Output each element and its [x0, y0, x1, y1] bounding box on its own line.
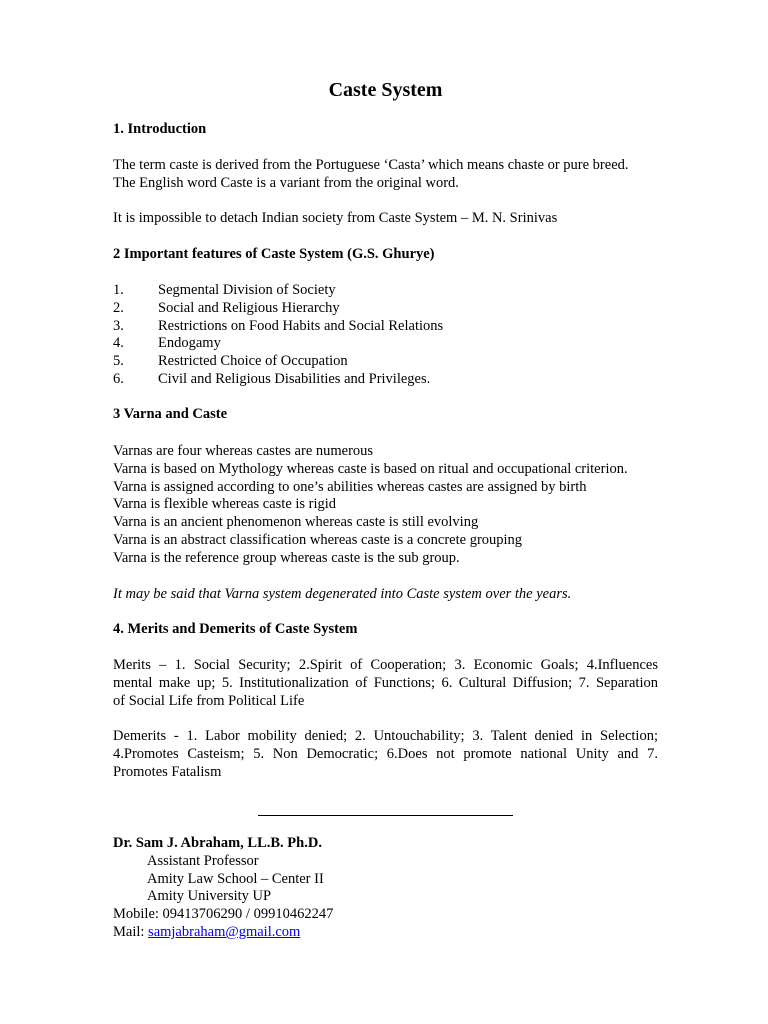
conclusion-line: It may be said that Varna system degenerated into Caste system over the years. [113, 586, 572, 602]
author-university: Amity University UP [147, 888, 272, 905]
intro-line: The English word Caste is a variant from the original word. [113, 174, 459, 191]
section-heading-introduction: 1. Introduction [113, 121, 207, 137]
intro-line: The term caste is derived from the Portuguese ‘Casta’ which means chaste or pure breed. [113, 157, 629, 173]
section-heading-varna: 3 Varna and Caste [113, 406, 228, 422]
comparison-line: Varna is based on Mythology whereas caste is based on ritual and occupational criterion. [113, 460, 628, 477]
author-signature-block [113, 835, 658, 942]
author-name: Dr. Sam J. Abraham, LL.B. Ph.D. [113, 835, 322, 851]
author-school: Amity Law School – Center II [147, 870, 324, 887]
list-text: Restricted Choice of Occupation [158, 353, 348, 370]
merits-paragraph [113, 657, 658, 710]
merits-line: Merits – 1. Social Security; 2.Spirit of Cooperation; 3. Economic Goals; 4.Influences [113, 657, 658, 673]
email-link[interactable]: samjabraham@gmail.com [148, 923, 301, 940]
section-heading-features: 2 Important features of Caste System (G.S. Ghurye) [113, 246, 435, 262]
list-number: 3. [113, 317, 124, 334]
intro-paragraph [113, 157, 658, 193]
demerits-line: Promotes Fatalism [113, 763, 222, 780]
list-item [113, 318, 658, 336]
list-number: 1. [113, 282, 124, 298]
mail-label: Mail: [113, 923, 149, 940]
demerits-paragraph [113, 728, 658, 781]
list-number: 4. [113, 335, 124, 352]
comparison-line: Varna is an ancient phenomenon whereas caste is still evolving [113, 514, 479, 531]
quote-line: It is impossible to detach Indian society from Caste System – M. N. Srinivas [113, 210, 558, 226]
comparison-line: Varna is assigned according to one’s abilities whereas castes are assigned by birth [113, 478, 587, 495]
page-title: Caste System [328, 79, 443, 101]
section-heading-merits: 4. Merits and Demerits of Caste System [113, 621, 358, 637]
list-item [113, 335, 658, 353]
list-item [113, 300, 658, 318]
demerits-line: Demerits - 1. Labor mobility denied; 2. Untouchability; 3. Talent denied in Selection; [113, 728, 658, 744]
author-mail [113, 924, 658, 942]
list-text: Civil and Religious Disabilities and Privileges. [158, 370, 431, 387]
list-item [113, 371, 658, 389]
varna-conclusion [113, 586, 658, 604]
features-list [113, 282, 658, 389]
list-text: Restrictions on Food Habits and Social Relations [158, 317, 444, 334]
demerits-line: 4.Promotes Casteism; 5. Non Democratic; 6.Does not promote national Unity and 7. [113, 745, 658, 762]
list-text: Segmental Division of Society [158, 282, 336, 298]
author-mobile: Mobile: 09413706290 / 09910462247 [113, 906, 334, 923]
comparison-line: Varna is an abstract classification whereas caste is a concrete grouping [113, 531, 523, 548]
list-item [113, 353, 658, 371]
varna-comparison [113, 443, 658, 568]
merits-line: mental make up; 5. Institutionalization of Functions; 6. Cultural Diffusion; 7. Separation [113, 674, 658, 691]
list-number: 6. [113, 370, 124, 387]
list-text: Endogamy [158, 335, 221, 352]
list-text: Social and Religious Hierarchy [158, 299, 340, 316]
merits-line: of Social Life from Political Life [113, 692, 305, 709]
list-number: 2. [113, 299, 124, 316]
list-number: 5. [113, 353, 124, 370]
horizontal-divider [258, 815, 513, 816]
comparison-line: Varna is the reference group whereas caste is the sub group. [113, 549, 460, 566]
comparison-line: Varna is flexible whereas caste is rigid [113, 496, 337, 513]
author-position: Assistant Professor [147, 852, 259, 869]
comparison-line: Varnas are four whereas castes are numerous [113, 443, 374, 459]
srinivas-quote [113, 210, 658, 228]
list-item [113, 282, 658, 300]
